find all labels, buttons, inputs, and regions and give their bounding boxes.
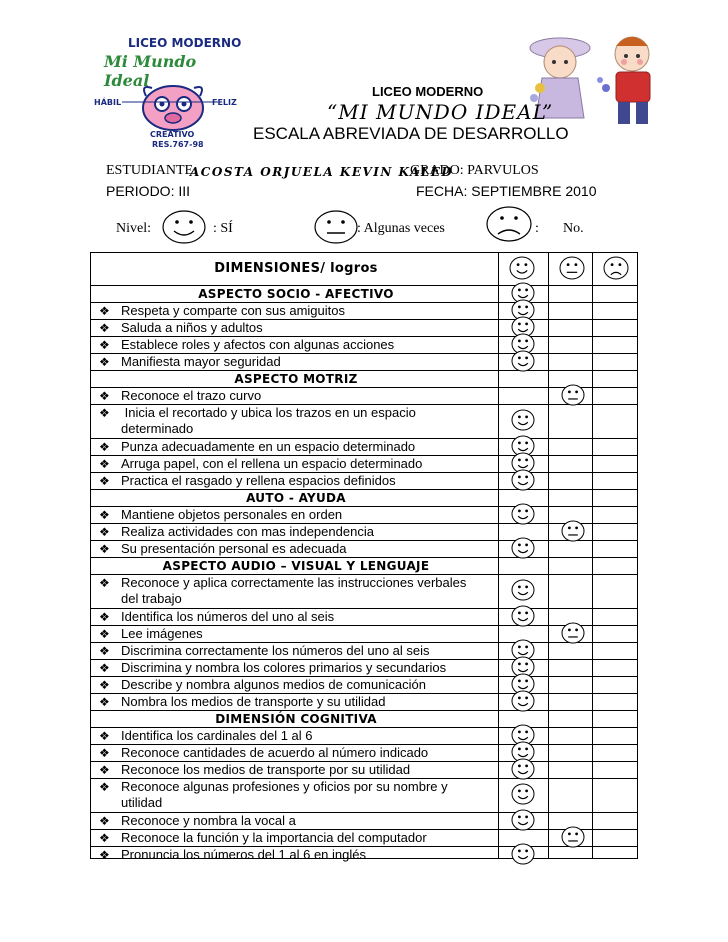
student-label: ESTUDIANTE: [106,163,197,178]
bullet-icon: ❖ [99,746,110,760]
bullet-icon: ❖ [99,304,110,318]
table-row [91,353,637,370]
legend-neutral-face-icon [314,210,358,249]
achievement-text [99,813,296,829]
legend-algunas: : Algunas veces [357,221,445,236]
logo-script-text: Mi Mundo Ideal [104,52,197,90]
table-row [91,676,637,693]
achievement-text [99,337,394,353]
school-logo [94,36,244,168]
achievement-label-cont: del trabajo [121,591,182,606]
achievement-text [99,694,385,710]
table-header-row [91,253,637,285]
achievement-text [99,354,281,370]
happy-face-icon [511,537,535,564]
bullet-icon: ❖ [99,661,110,675]
table-heading: DIMENSIONES/ logros [214,261,378,276]
achievement-label: Lee imágenes [121,626,203,641]
section-title: ASPECTO SOCIO - AFECTIVO [198,287,394,301]
table-row [91,846,637,863]
section-row [91,557,637,574]
achievement-text [99,626,203,642]
table-row [91,319,637,336]
bullet-icon: ❖ [99,406,110,420]
achievement-label: Practica el rasgado y rellena espacios definidos [121,473,396,488]
bullet-icon: ❖ [99,780,110,794]
achievement-text [99,439,415,455]
table-row [91,727,637,744]
section-title: ASPECTO MOTRIZ [234,372,358,386]
achievement-text [99,524,374,540]
section-row [91,710,637,727]
bullet-icon: ❖ [99,644,110,658]
happy-face-icon [511,469,535,496]
achievement-label: Reconoce la función y la importancia del computador [121,830,427,845]
bullet-icon: ❖ [99,508,110,522]
bullet-icon: ❖ [99,525,110,539]
neutral-face-icon [561,384,585,411]
achievement-text [99,507,342,523]
happy-face-icon [511,783,535,810]
achievement-label: Discrimina y nombra los colores primarios y secundarios [121,660,447,675]
section-row [91,370,637,387]
achievement-text [99,405,416,437]
section-row [91,489,637,506]
table-row [91,336,637,353]
achievement-label: Arruga papel, con el rellena un espacio determinado [121,456,423,471]
legend-happy-face-icon [162,210,206,249]
table-row [91,455,637,472]
table-row [91,540,637,557]
happy-face-icon [511,843,535,870]
table-row [91,302,637,319]
bullet-icon: ❖ [99,848,110,862]
legend-no-colon: : [535,221,539,236]
header-school: LICEO MODERNO [372,84,484,99]
happy-face-icon [511,579,535,606]
logo-mascot-icon [138,74,208,138]
achievement-label: Mantiene objetos personales en orden [121,507,343,522]
date-label: FECHA: SEPTIEMBRE 2010 [416,183,597,199]
table-row [91,693,637,710]
logo-bottom-text: CREATIVO [150,130,195,139]
section-row [91,285,637,302]
bullet-icon: ❖ [99,627,110,641]
achievement-label: Pronuncia los números del 1 al 6 en inglés [121,847,366,862]
achievement-text [99,847,366,863]
achievement-label: Punza adecuadamente en un espacio determinado [121,439,416,454]
bullet-icon: ❖ [99,338,110,352]
table-row [91,829,637,846]
achievement-label: Reconoce algunas profesiones y oficios por su nombre y [121,779,448,794]
happy-face-icon [511,690,535,717]
neutral-face-icon [561,622,585,649]
bullet-icon: ❖ [99,729,110,743]
table-row [91,472,637,489]
achievement-label: Reconoce y aplica correctamente las instrucciones verbales [121,575,467,590]
achievement-label: Manifiesta mayor seguridad [121,354,281,369]
achievement-label: Nombra los medios de transporte y su utilidad [121,694,386,709]
table-row [91,812,637,829]
achievement-text [99,541,347,557]
table-row [91,659,637,676]
achievement-text [99,388,261,404]
header-neutral-face-icon [559,256,585,285]
achievement-label: Reconoce y nombra la vocal a [121,813,296,828]
happy-face-icon [511,758,535,785]
logo-left-text: HÁBIL [94,98,122,107]
bullet-icon: ❖ [99,695,110,709]
bullet-icon: ❖ [99,576,110,590]
table-row [91,625,637,642]
table-row [91,438,637,455]
evaluation-table [90,252,638,862]
bullet-icon: ❖ [99,610,110,624]
achievement-label-cont: determinado [121,421,194,436]
section-title: DIMENSIÓN COGNITIVA [215,712,377,726]
table-row [91,778,637,812]
grade-label: GRADO: PARVULOS [410,163,539,178]
happy-face-icon [511,350,535,377]
table-row [91,506,637,523]
achievement-label: Reconoce los medios de transporte por su utilidad [121,762,411,777]
header-sad-face-icon [603,256,629,285]
achievement-label-cont: utilidad [121,795,163,810]
happy-face-icon [511,809,535,836]
section-title: AUTO - AYUDA [246,491,346,505]
achievement-text [99,728,313,744]
table-row [91,761,637,778]
achievement-label: Su presentación personal es adecuada [121,541,347,556]
legend-no: No. [563,221,584,236]
table-row [91,523,637,540]
table-row [91,574,637,608]
achievement-text [99,575,466,607]
achievement-text [99,762,410,778]
achievement-text [99,609,334,625]
legend-sad-face-icon [486,206,532,247]
table-row [91,608,637,625]
achievement-text [99,303,345,319]
achievement-label: Reconoce el trazo curvo [121,388,262,403]
achievement-text [99,677,426,693]
table-row [91,404,637,438]
logo-underline-icon [122,98,218,106]
bullet-icon: ❖ [99,440,110,454]
header-title: ESCALA ABREVIADA DE DESARROLLO [253,124,569,143]
neutral-face-icon [561,826,585,853]
bullet-icon: ❖ [99,474,110,488]
achievement-text [99,660,446,676]
achievement-label: Establece roles y afectos con algunas acciones [121,337,395,352]
achievement-text [99,456,422,472]
header-motto: “MI MUNDO IDEAL” [327,100,554,124]
achievement-label: Identifica los cardinales del 1 al 6 [121,728,313,743]
achievement-label: Describe y nombra algunos medios de comunicación [121,677,426,692]
achievement-label: Respeta y comparte con sus amiguitos [121,303,345,318]
logo-res-text: RES.767-98 [152,140,204,149]
table-row [91,744,637,761]
achievement-text [99,745,428,761]
table-row [91,387,637,404]
bullet-icon: ❖ [99,542,110,556]
bullet-icon: ❖ [99,763,110,777]
achievement-label: Realiza actividades con mas independencia [121,524,374,539]
legend-nivel: Nivel: [116,221,151,236]
achievement-label: Inicia el recortado y ubica los trazos en un espacio [121,405,416,420]
bullet-icon: ❖ [99,389,110,403]
legend-si: : SÍ [213,221,233,236]
bullet-icon: ❖ [99,831,110,845]
achievement-label: Reconoce cantidades de acuerdo al número indicado [121,745,429,760]
achievement-text [99,779,448,811]
achievement-label: Saluda a niños y adultos [121,320,263,335]
bullet-icon: ❖ [99,321,110,335]
header-happy-face-icon [509,256,535,285]
bullet-icon: ❖ [99,457,110,471]
achievement-text [99,830,427,846]
bullet-icon: ❖ [99,355,110,369]
student-name: ACOSTA ORJUELA KEVIN KALED [190,165,454,179]
achievement-text [99,643,430,659]
bullet-icon: ❖ [99,678,110,692]
neutral-face-icon [561,520,585,547]
achievement-text [99,320,263,336]
section-title: ASPECTO AUDIO – VISUAL Y LENGUAJE [162,559,430,573]
bullet-icon: ❖ [99,814,110,828]
logo-top-text: LICEO MODERNO [128,36,242,50]
achievement-label: Discrimina correctamente los números del uno al seis [121,643,430,658]
period-label: PERIODO: III [106,183,191,199]
happy-face-icon [511,503,535,530]
happy-face-icon [511,409,535,436]
logo-right-text: FELIZ [212,98,237,107]
table-row [91,642,637,659]
achievement-label: Identifica los números del uno al seis [121,609,335,624]
achievement-text [99,473,396,489]
happy-face-icon [511,605,535,632]
